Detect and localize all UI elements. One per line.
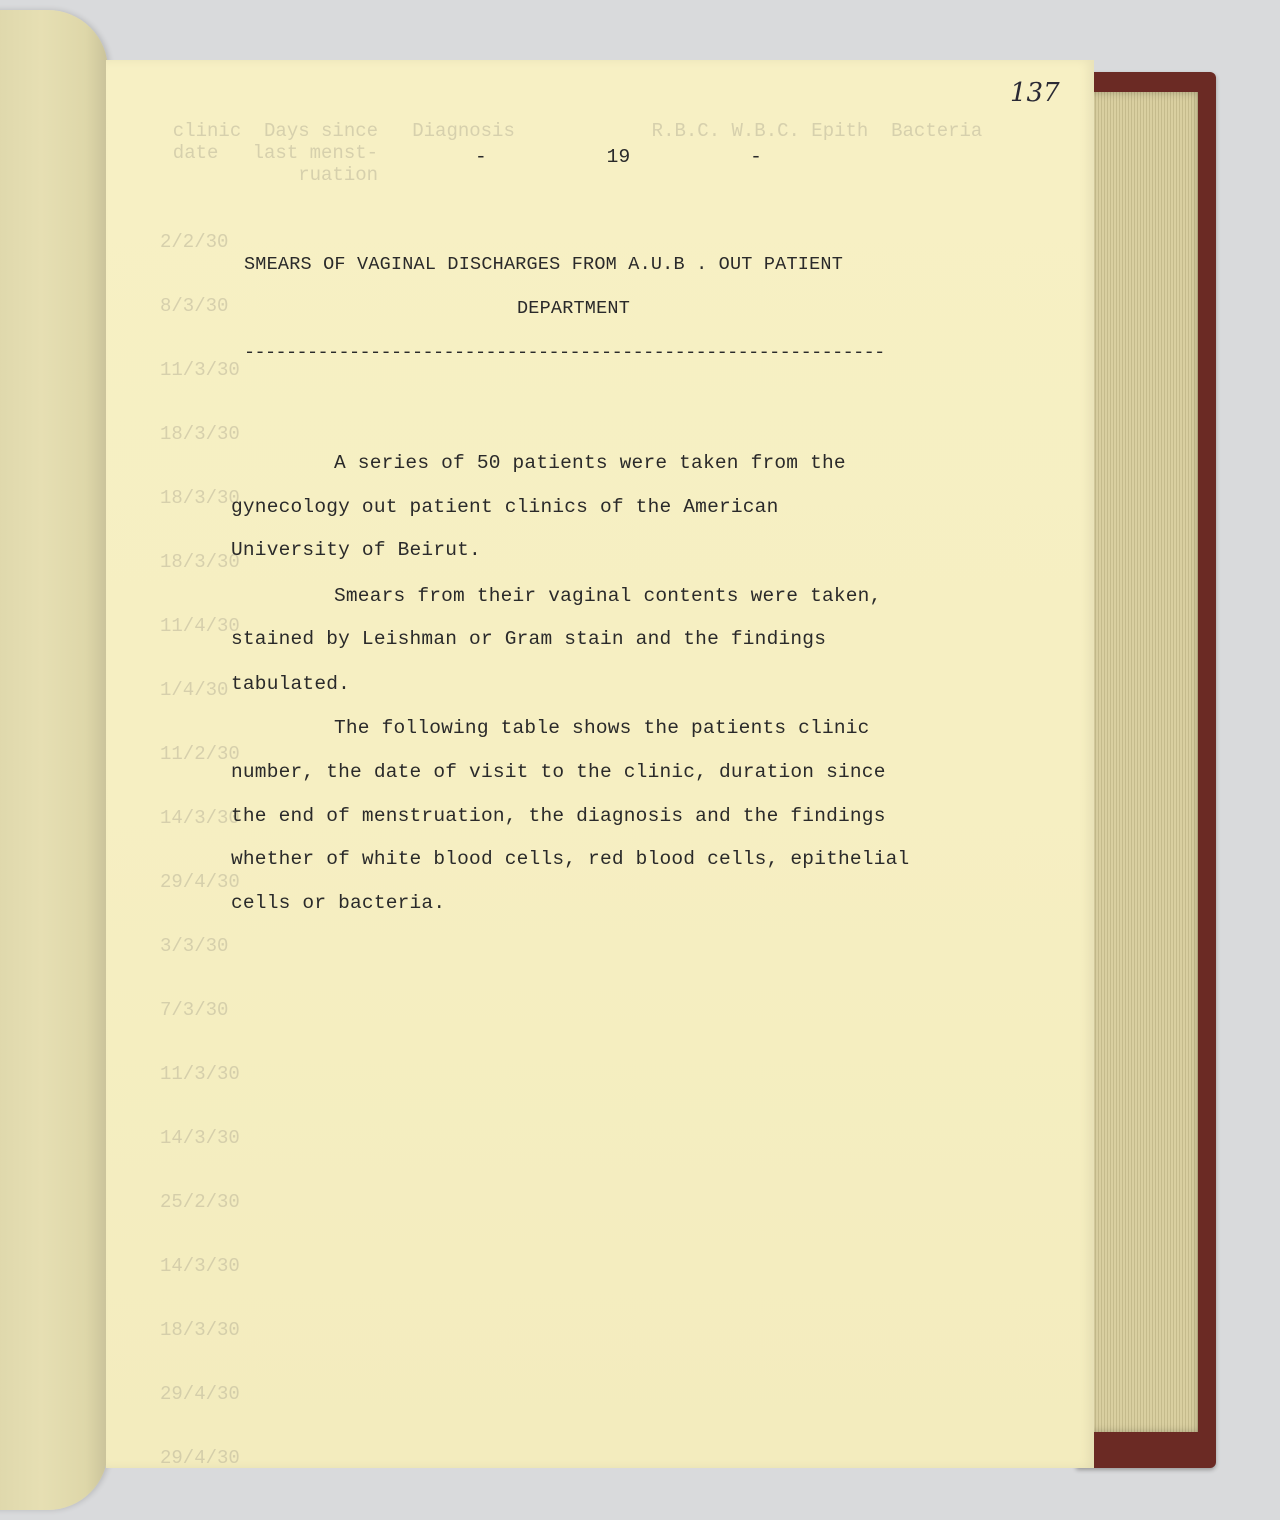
body-line: gynecology out patient clinics of the American	[231, 496, 779, 518]
body-line: Smears from their vaginal contents were taken,	[334, 585, 882, 607]
previous-page-edge	[0, 10, 108, 1510]
bleed-through-column: 2/2/30 8/3/30 11/3/30 18/3/30 18/3/30 18/3/30 11/4/30 1/4/30 11/2/30 14/3/30 29/4/30 3/3/30 7/3/30 11/3/30 14/3/30 25/2/30 14/3/30 18/3/30 29/4/30 29/4/30	[160, 231, 240, 1469]
heading-line-2: DEPARTMENT	[517, 298, 631, 319]
body-line: the end of menstruation, the diagnosis and the findings	[231, 805, 886, 827]
body-line: number, the date of visit to the clinic, duration since	[231, 761, 886, 783]
heading-line-1: SMEARS OF VAGINAL DISCHARGES FROM A.U.B . OUT PATIENT	[244, 254, 843, 275]
body-line: A series of 50 patients were taken from the	[334, 452, 846, 474]
heading-rule: -------------------------------------------------------------	[244, 342, 885, 363]
bleed-through-text: clinic Days since Diagnosis R.B.C. W.B.C. Epith Bacteria date last menst- ruation	[172, 120, 983, 186]
body-line: stained by Leishman or Gram stain and the findings	[231, 628, 827, 650]
page-number: - 19 -	[475, 146, 763, 168]
body-line: cells or bacteria.	[231, 892, 446, 914]
body-line: University of Beirut.	[231, 539, 481, 561]
body-line: whether of white blood cells, red blood cells, epithelial	[231, 848, 910, 870]
body-line: tabulated.	[231, 673, 351, 695]
handwritten-page-number: 137	[1010, 78, 1060, 108]
body-line: The following table shows the patients clinic	[334, 717, 870, 739]
book-page-block	[1090, 92, 1198, 1432]
